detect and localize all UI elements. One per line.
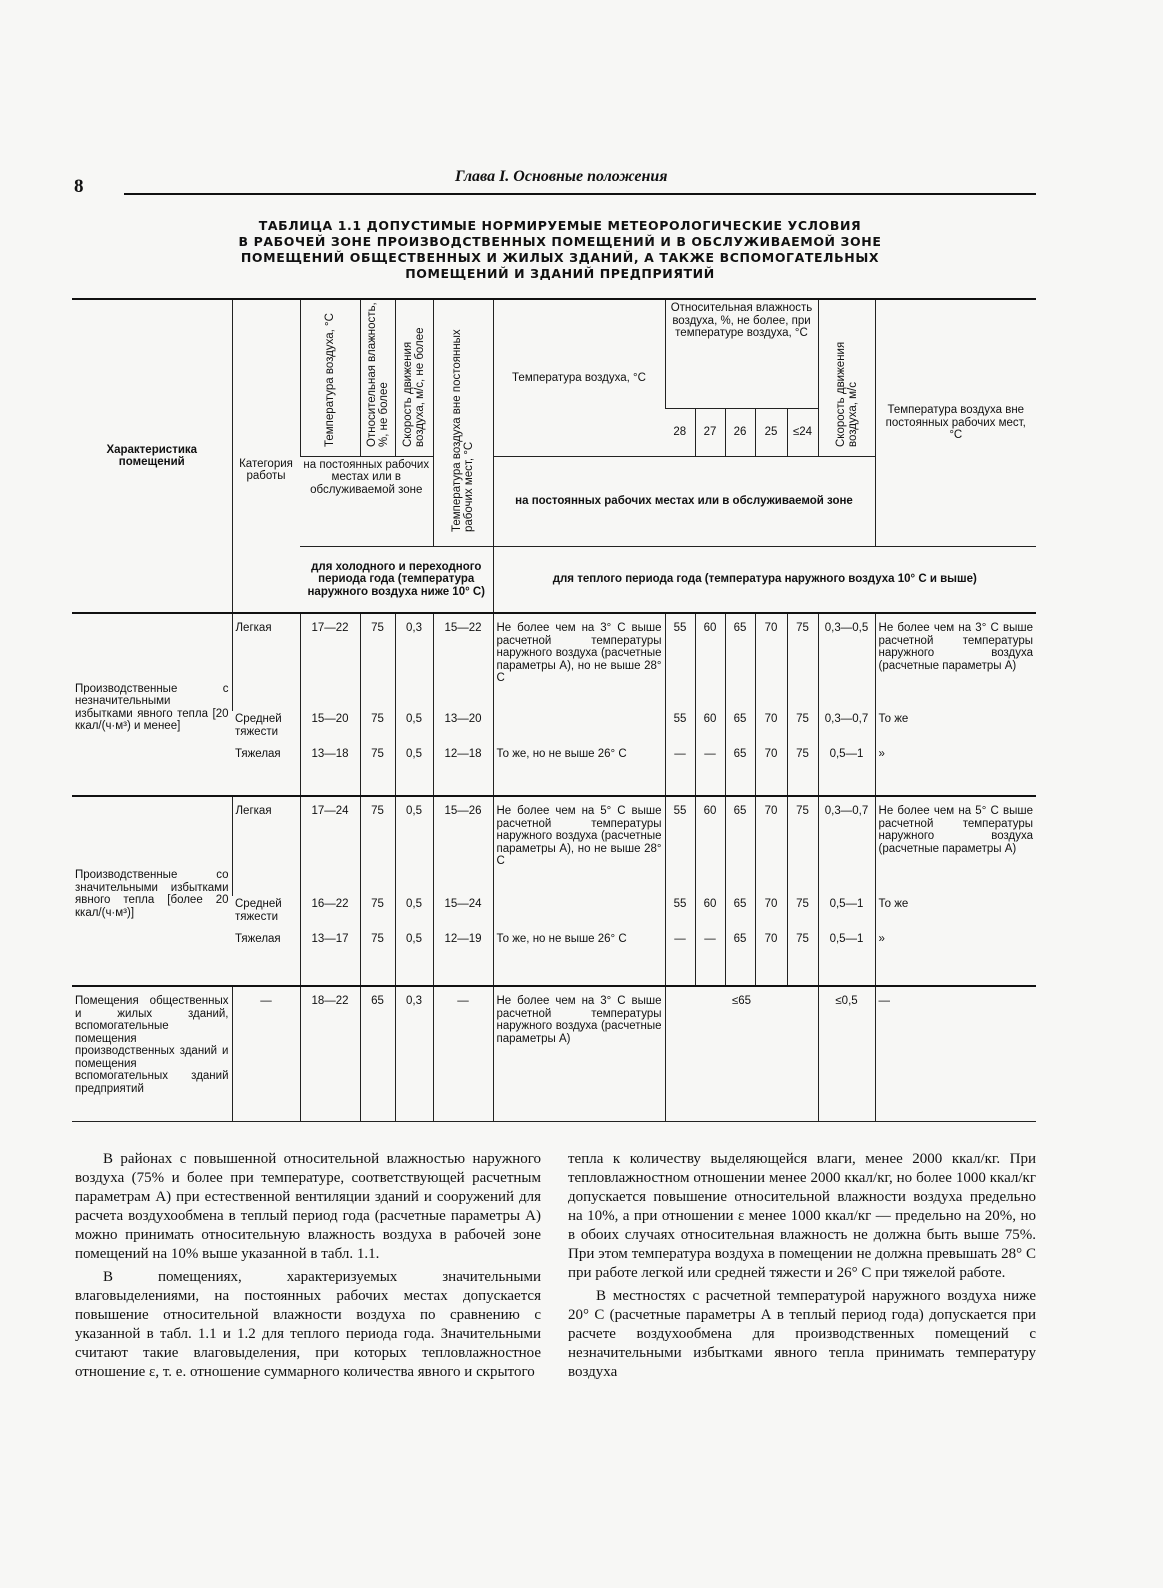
- warm-rh: 60: [695, 711, 725, 746]
- warm-rh: 60: [695, 613, 725, 711]
- warm-temp: Не более чем на 5° С выше расчетной температуры наружного воздуха (расчетные параметры А), но не выше 28° С: [493, 796, 665, 931]
- cold-outside-temp: 15—24: [433, 896, 493, 931]
- work-category: Легкая: [232, 613, 300, 711]
- header-cold-speed: Скорость движения воздуха, м/с, не более: [402, 327, 426, 447]
- warm-rh: —: [695, 746, 725, 796]
- warm-rh: 70: [755, 931, 787, 986]
- table-title: [200, 218, 920, 282]
- meteo-conditions-table: [72, 298, 1036, 1122]
- header-cold-temp: Температура воздуха, °С: [324, 313, 336, 447]
- warm-outside-temp: Не более чем на 3° С выше расчетной температуры наружного воздуха (расчетные параметры А): [875, 613, 1036, 711]
- room-characteristic: Производственные с незначительными избытками явного тепла [20 ккал/(ч·м³) и менее]: [72, 613, 232, 796]
- cold-rh: 75: [360, 796, 395, 896]
- page-number: 8: [74, 176, 84, 197]
- room-characteristic: Производственные со значительными избытками явного тепла [более 20 ккал/(ч·м³)]: [72, 796, 232, 986]
- header-rh-temp: 25: [755, 408, 787, 456]
- header-warm-speed: Скорость движения воздуха, м/с: [834, 341, 859, 447]
- warm-speed: 0,3—0,7: [818, 796, 875, 896]
- warm-speed: 0,3—0,7: [818, 711, 875, 746]
- warm-rh: 60: [695, 896, 725, 931]
- cold-rh: 75: [360, 896, 395, 931]
- cold-temp: 13—17: [300, 931, 360, 986]
- paragraph: В районах с повышенной относительной влажностью наружного воздуха (75% и более при температуре, соответствующей расчетным параметрам А) при естественной вентиляции зданий и сооружений для расчета воздухообмена в теплый период года (расчетные параметры А) можно принимать относительную влажность воздуха в рабочей зоне помещений на 10% выше указанной в табл. 1.1.: [75, 1151, 541, 1262]
- header-warm-temp: Температура воздуха, °С: [493, 299, 665, 456]
- warm-outside-temp: »: [875, 931, 1036, 986]
- warm-rh: 75: [787, 931, 818, 986]
- warm-rh: 70: [755, 746, 787, 796]
- warm-rh: —: [665, 931, 695, 986]
- cold-speed: 0,5: [395, 796, 433, 896]
- warm-rh: 65: [725, 896, 755, 931]
- cold-speed: 0,5: [395, 711, 433, 746]
- warm-rh: 65: [725, 796, 755, 896]
- warm-rh: 70: [755, 796, 787, 896]
- body-column-right: [568, 1150, 1036, 1386]
- cold-speed: 0,3: [395, 986, 433, 1121]
- warm-rh: 75: [787, 896, 818, 931]
- cold-temp: 17—24: [300, 796, 360, 896]
- cold-speed: 0,5: [395, 746, 433, 796]
- warm-speed: 0,5—1: [818, 746, 875, 796]
- warm-rh: 65: [725, 746, 755, 796]
- header-cold-period: для холодного и переходного периода года (температура наружного воздуха ниже 10° С): [300, 546, 493, 613]
- warm-outside-temp: Не более чем на 5° С выше расчетной температуры наружного воздуха (расчетные параметры А): [875, 796, 1036, 896]
- warm-rh: 70: [755, 896, 787, 931]
- cold-rh: 75: [360, 746, 395, 796]
- cold-outside-temp: —: [433, 986, 493, 1121]
- cold-speed: 0,5: [395, 931, 433, 986]
- warm-outside-temp: »: [875, 746, 1036, 796]
- warm-rh: 65: [725, 931, 755, 986]
- header-warm-outside: Температура воздуха вне постоянных рабочих мест, °С: [875, 299, 1036, 546]
- table-title-line: ПОМЕЩЕНИЙ ОБЩЕСТВЕННЫХ И ЖИЛЫХ ЗДАНИЙ, А ТАКЖЕ ВСПОМОГАТЕЛЬНЫХ: [240, 250, 880, 265]
- work-category: —: [232, 986, 300, 1121]
- cold-temp: 16—22: [300, 896, 360, 931]
- header-rh-temp: 27: [695, 408, 725, 456]
- work-category: Средней тяжести: [235, 898, 282, 923]
- work-category: Тяжелая: [235, 748, 281, 760]
- warm-rh: 75: [787, 711, 818, 746]
- warm-rh: 75: [787, 796, 818, 896]
- warm-outside-temp: —: [875, 986, 1036, 1121]
- warm-rh: 75: [787, 613, 818, 711]
- warm-rh: 70: [755, 711, 787, 746]
- header-cold-rh: Относительная влажность, %, не более: [365, 302, 390, 447]
- warm-temp: Не более чем на 3° С выше расчетной температуры наружного воздуха (расчетные параметры А), но не выше 28° С: [493, 613, 665, 746]
- header-category: Категория работы: [232, 299, 300, 613]
- paragraph: тепла к количеству выделяющейся влаги, менее 2000 ккал/кг. При тепловлажностном отношении менее 2000 ккал/кг, но более 1000 ккал/кг допускается повышение относительной влажности воздуха предельно на 10%, а при отношении ε менее 1000 ккал/кг — предельно на 20%, но в обоих случаях относительная влажность не должна быть выше 75%. При этом температура воздуха в помещении не должна превышать 28° С при работе легкой или средней тяжести и 26° С при тяжелой работе.: [568, 1151, 1036, 1281]
- cold-rh: 75: [360, 711, 395, 746]
- header-cold-zone: на постоянных рабочих местах или в обслуживаемой зоне: [300, 456, 433, 546]
- warm-speed: ≤0,5: [818, 986, 875, 1121]
- warm-rh: —: [665, 746, 695, 796]
- header-warm-zone: на постоянных рабочих местах или в обслуживаемой зоне: [493, 456, 875, 546]
- paragraph: В помещениях, характеризуемых значительными влаговыделениями, на постоянных рабочих местах допускается повышение относительной влажности воздуха по сравнению с указанной в табл. 1.1 и 1.2 для теплого периода года. Значительными считают такие влаговыделения, при которых тепловлажностное отношение ε, т. е. отношение суммарного количества явного и скрытого: [75, 1269, 541, 1380]
- header-warm-period: для теплого периода года (температура наружного воздуха 10° С и выше): [493, 546, 1036, 613]
- cold-temp: 18—22: [300, 986, 360, 1121]
- warm-rh: ≤65: [665, 986, 818, 1121]
- cold-outside-temp: 15—26: [433, 796, 493, 896]
- header-characteristic: Характеристика помещений: [72, 299, 232, 613]
- cold-speed: 0,5: [395, 896, 433, 931]
- table-row: [72, 796, 1036, 896]
- cold-outside-temp: 12—18: [433, 746, 493, 796]
- cold-rh: 75: [360, 613, 395, 711]
- cold-outside-temp: 12—19: [433, 931, 493, 986]
- warm-rh: 65: [725, 613, 755, 711]
- work-category: Легкая: [232, 796, 300, 896]
- paragraph: В местностях с расчетной температурой наружного воздуха ниже 20° С (расчетные параметры А в теплый период года) допускается при расчете воздухообмена для производственных помещений с незначительными избытками явного тепла принимать температуру воздуха: [568, 1288, 1036, 1380]
- header-rule: [124, 193, 1036, 195]
- warm-speed: 0,5—1: [818, 931, 875, 986]
- warm-temp: То же, но не выше 26° С: [493, 746, 665, 796]
- cold-rh: 65: [360, 986, 395, 1121]
- warm-rh: 65: [725, 711, 755, 746]
- table-title-line: ПОМЕЩЕНИЙ И ЗДАНИЙ ПРЕДПРИЯТИЙ: [405, 266, 715, 281]
- warm-speed: 0,5—1: [818, 896, 875, 931]
- work-category: Средней тяжести: [235, 713, 282, 738]
- work-category: Тяжелая: [235, 933, 281, 945]
- warm-rh: 55: [665, 711, 695, 746]
- table-row: [72, 613, 1036, 711]
- warm-rh: —: [695, 931, 725, 986]
- header-rh-temp: 26: [725, 408, 755, 456]
- table-title-line: ТАБЛИЦА 1.1 ДОПУСТИМЫЕ НОРМИРУЕМЫЕ МЕТЕОРОЛОГИЧЕСКИЕ УСЛОВИЯ: [258, 218, 862, 233]
- header-warm-rh: Относительная влажность воздуха, %, не более, при температуре воздуха, °С: [665, 299, 818, 408]
- cold-temp: 17—22: [300, 613, 360, 711]
- warm-rh: 60: [695, 796, 725, 896]
- warm-temp: Не более чем на 3° С выше расчетной температуры наружного воздуха (расчетные параметры А): [493, 986, 665, 1121]
- table-row: [72, 986, 1036, 1121]
- cold-outside-temp: 15—22: [433, 613, 493, 711]
- cold-temp: 15—20: [300, 711, 360, 746]
- warm-rh: 55: [665, 896, 695, 931]
- warm-rh: 55: [665, 796, 695, 896]
- table-title-line: В РАБОЧЕЙ ЗОНЕ ПРОИЗВОДСТВЕННЫХ ПОМЕЩЕНИЙ И В ОБСЛУЖИВАЕМОЙ ЗОНЕ: [238, 234, 882, 249]
- body-column-left: [75, 1150, 541, 1386]
- header-rh-temp: 28: [665, 408, 695, 456]
- warm-speed: 0,3—0,5: [818, 613, 875, 711]
- cold-rh: 75: [360, 931, 395, 986]
- warm-rh: 75: [787, 746, 818, 796]
- warm-rh: 70: [755, 613, 787, 711]
- warm-temp: То же, но не выше 26° С: [493, 931, 665, 986]
- cold-speed: 0,3: [395, 613, 433, 711]
- running-head: Глава I. Основные положения: [455, 168, 668, 185]
- header-rh-temp: ≤24: [787, 408, 818, 456]
- warm-outside-temp: То же: [875, 896, 1036, 931]
- cold-temp: 13—18: [300, 746, 360, 796]
- header-cold-outside: Температура воздуха вне постоянных рабочих мест, °С: [451, 329, 475, 532]
- warm-outside-temp: То же: [875, 711, 1036, 746]
- warm-rh: 55: [665, 613, 695, 711]
- cold-outside-temp: 13—20: [433, 711, 493, 746]
- room-characteristic: Помещения общественных и жилых зданий, вспомогательные помещения производственных зданий и помещения вспомогательных зданий предприятий: [72, 986, 232, 1121]
